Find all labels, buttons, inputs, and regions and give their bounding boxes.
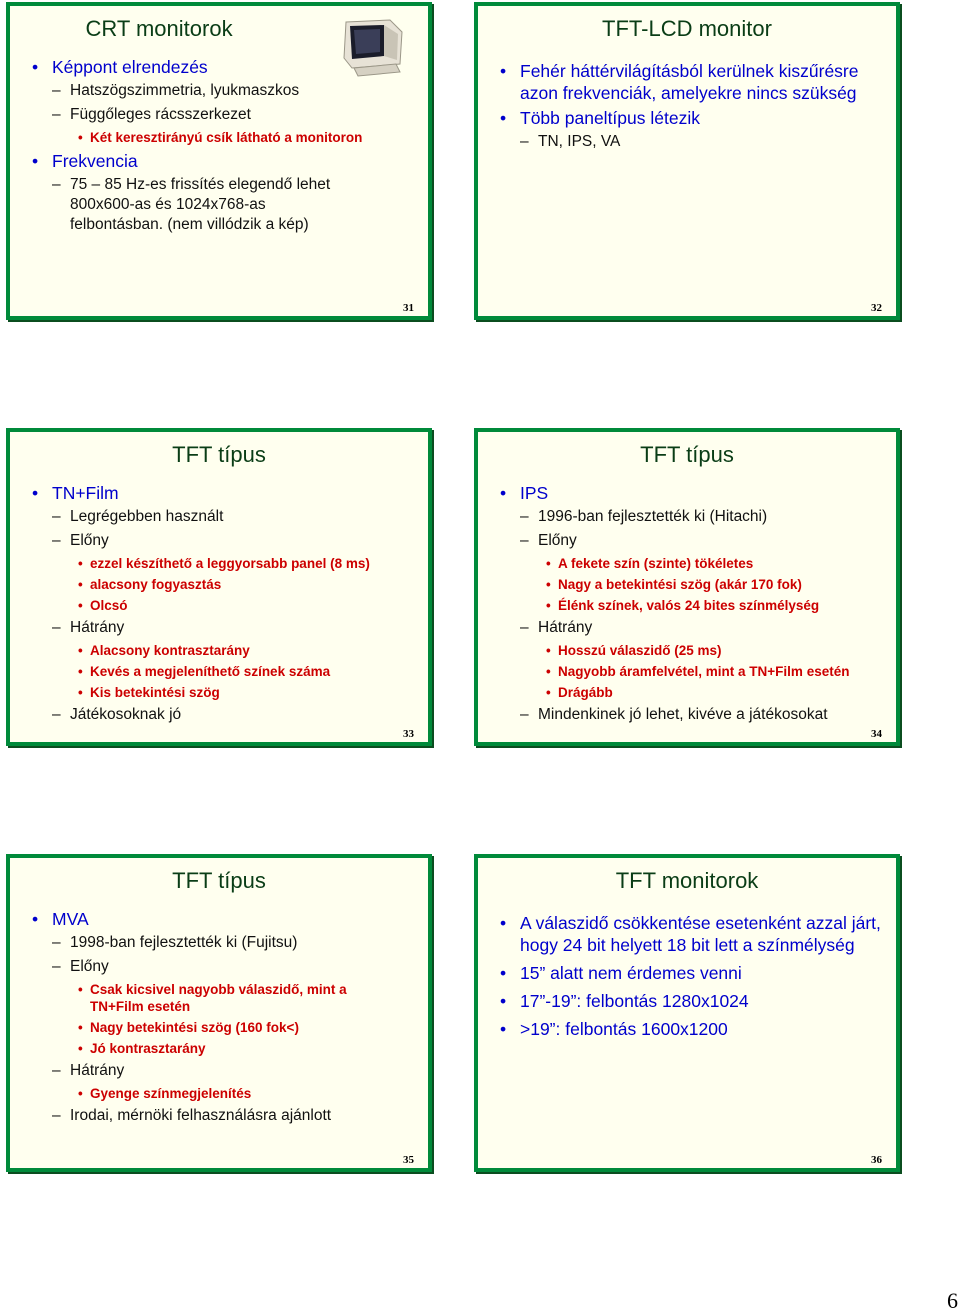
list-item: • ezzel készíthető a leggyorsabb panel (8 ms)	[78, 556, 370, 571]
list-item: • A fekete szín (szinte) tökéletes	[546, 556, 754, 571]
list-item: – Legrégebben használt	[52, 508, 224, 525]
list-item: – Hátrány	[52, 619, 125, 636]
list-item: • Gyenge színmegjelenítés	[78, 1086, 252, 1101]
list-item: • TN+Film	[32, 483, 119, 503]
slide-title: TFT monitorok	[615, 868, 759, 893]
slide-title: TFT típus	[172, 442, 266, 467]
list-item: • alacsony fogyasztás	[78, 577, 222, 592]
list-item: • A válaszidő csökkentése esetenként azzal járt, hogy 24 bit helyett 18 bit lett a színmélység	[500, 913, 881, 955]
slide-36	[474, 854, 900, 1172]
list-item: • Kevés a megjeleníthető színek száma	[78, 664, 331, 679]
list-item: • >19”: felbontás 1600x1200	[500, 1019, 728, 1039]
list-item: – 1998-ban fejlesztették ki (Fujitsu)	[52, 934, 298, 951]
slide-34	[474, 428, 900, 746]
list-item: • Nagy betekintési szög (160 fok<)	[78, 1020, 299, 1035]
list-item: • Több paneltípus létezik	[500, 108, 700, 128]
list-item: • Képpont elrendezés	[32, 57, 208, 77]
list-item: • Jó kontrasztarány	[78, 1041, 206, 1056]
list-item: • Nagy a betekintési szög (akár 170 fok)	[546, 577, 802, 592]
list-item: – Irodai, mérnöki felhasználásra ajánlott	[52, 1107, 332, 1124]
slide-number: 33	[403, 728, 414, 740]
list-item: – Függőleges rácsszerkezet	[52, 106, 251, 123]
slide-35	[6, 854, 432, 1172]
list-item: • Kis betekintési szög	[78, 685, 220, 700]
list-item: • Olcsó	[78, 598, 128, 613]
slide-title: TFT típus	[172, 868, 266, 893]
list-item: • 15” alatt nem érdemes venni	[500, 963, 742, 983]
slide-32	[474, 2, 900, 320]
list-item: – Előny	[520, 532, 577, 549]
list-item: – Mindenkinek jó lehet, kivéve a játékosokat	[520, 706, 828, 723]
list-item: • Drágább	[546, 685, 613, 700]
list-item: • Alacsony kontrasztarány	[78, 643, 250, 658]
list-item: – TN, IPS, VA	[520, 133, 621, 150]
slide-number: 34	[871, 728, 882, 740]
page-number: 6	[947, 1288, 958, 1313]
list-item: – Előny	[52, 958, 109, 975]
list-item: • Frekvencia	[32, 151, 138, 171]
list-item: – 75 – 85 Hz-es frissítés elegendő lehet 800x600-as és 1024x768-as felbontásban. (nem villódzik a kép)	[52, 176, 331, 233]
list-item: – Hátrány	[52, 1062, 125, 1079]
list-item: • Hosszú válaszidő (25 ms)	[546, 643, 722, 658]
slide-title: CRT monitorok	[85, 16, 233, 41]
list-item: • 17”-19”: felbontás 1280x1024	[500, 991, 749, 1011]
slide-number: 31	[403, 302, 414, 314]
list-item: • Élénk színek, valós 24 bites színmélység	[546, 598, 820, 613]
list-item: – Előny	[52, 532, 109, 549]
slide-31	[6, 2, 432, 320]
list-item: • Két keresztirányú csík látható a monitoron	[78, 130, 363, 145]
slide-33	[6, 428, 432, 746]
slide-title: TFT típus	[640, 442, 734, 467]
list-item: – Hátrány	[520, 619, 593, 636]
list-item: • IPS	[500, 483, 549, 503]
slide-number: 32	[871, 302, 882, 314]
slide-number: 35	[403, 1154, 414, 1166]
list-item: • Csak kicsivel nagyobb válaszidő, mint a TN+Film esetén	[78, 982, 347, 1014]
list-item: – Játékosoknak jó	[52, 706, 182, 723]
list-item: • Nagyobb áramfelvétel, mint a TN+Film esetén	[546, 664, 850, 679]
list-item: – Hatszögszimmetria, lyukmaszkos	[52, 82, 300, 99]
list-item: – 1996-ban fejlesztették ki (Hitachi)	[520, 508, 768, 525]
slide-title: TFT-LCD monitor	[602, 16, 772, 41]
slide-number: 36	[871, 1154, 882, 1166]
list-item: • Fehér háttérvilágításból kerülnek kiszűrésre azon frekvenciák, amelyekre nincs szükség	[500, 61, 859, 103]
list-item: • MVA	[32, 909, 89, 929]
